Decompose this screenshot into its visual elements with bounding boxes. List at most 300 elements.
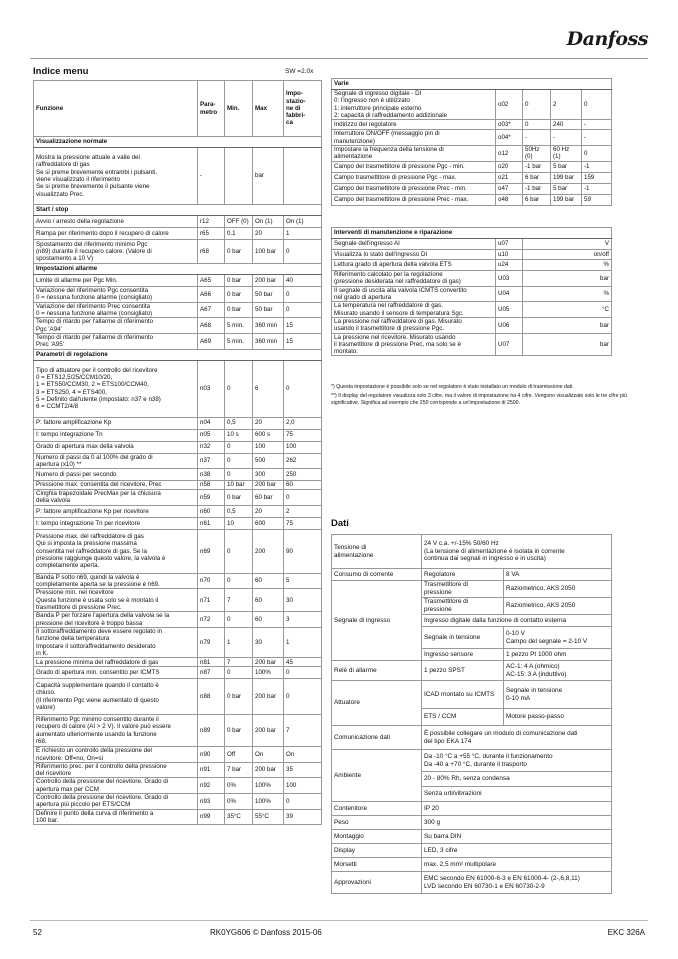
min-cell: 0 bar xyxy=(225,287,253,303)
table-row xyxy=(34,469,322,481)
default-cell: 15 xyxy=(284,333,322,349)
menu-title: Indice menu xyxy=(33,66,89,77)
default-cell: 0 xyxy=(582,145,612,161)
min-cell: 5 min. xyxy=(225,333,253,349)
unit-cell: V xyxy=(523,239,612,250)
table-row xyxy=(332,183,612,194)
max-cell: 100% xyxy=(253,794,284,810)
function-cell: Campo del trasmettitore di pressione Prec - min. xyxy=(332,183,496,194)
table-row xyxy=(34,481,322,490)
dati-value-digitale: Ingresso digitale dalla funzione di contatto esterna xyxy=(422,615,612,627)
param-cell: n32 xyxy=(198,441,225,453)
group-title: Varie xyxy=(332,79,612,90)
function-cell: I: tempo integrazione Tn xyxy=(34,429,198,441)
default-cell: 7 xyxy=(284,715,322,747)
default-cell: 39 xyxy=(284,809,322,825)
max-cell: 55°C xyxy=(253,809,284,825)
dati-label-display: Display xyxy=(332,844,422,858)
param-cell: n81 xyxy=(198,658,225,667)
footer-divider xyxy=(30,920,648,921)
unit-cell: °C xyxy=(523,302,612,318)
function-cell: Segnale di ingresso digitale - DI 0: l'ingresso non è utilizzato 1: interruttore principale esterno 2: capacità di raffreddamento addizionale xyxy=(332,90,496,120)
min-cell: 10 bar xyxy=(225,481,253,490)
min-cell: 6 bar xyxy=(523,194,551,205)
product-name: EKC 326A xyxy=(607,928,645,937)
function-cell: È richiesto un controllo della pressione del ricevitore: Off=no, On=sì xyxy=(34,747,198,763)
min-cell: 0 xyxy=(225,667,253,679)
default-cell: 0 xyxy=(284,490,322,506)
default-cell: 60 xyxy=(284,481,322,490)
default-cell: 90 xyxy=(284,529,322,573)
min-cell xyxy=(225,148,253,205)
min-cell: 0 xyxy=(225,441,253,453)
default-cell: 0 xyxy=(284,794,322,810)
table-row xyxy=(34,809,322,825)
menu-table xyxy=(33,80,322,825)
table-row xyxy=(34,417,322,429)
max-cell: 60 xyxy=(253,573,284,589)
param-cell: o47 xyxy=(496,183,523,194)
function-cell: Indirizzo del regolatore xyxy=(332,120,496,130)
dati-item-tensione: Segnale in tensione xyxy=(422,627,504,649)
default-cell: 0 xyxy=(284,287,322,303)
function-cell: Avvio / arresto della regolazione xyxy=(34,216,198,228)
dati-value-tx1: Raziometrico, AKS 2050 xyxy=(504,581,612,598)
param-cell: n71 xyxy=(198,589,225,612)
service-table xyxy=(331,227,612,356)
function-cell: Impostare la frequenza della tensione di alimentazione xyxy=(332,145,496,161)
table-row xyxy=(34,778,322,794)
param-cell: U05 xyxy=(496,302,523,318)
param-cell: n38 xyxy=(198,469,225,481)
min-cell: 0 bar xyxy=(225,275,253,287)
dati-title: Dati xyxy=(331,518,349,529)
min-cell: 35°C xyxy=(225,809,253,825)
group-title: Impostazioni allarme xyxy=(34,264,322,275)
varie-table xyxy=(331,78,612,206)
function-cell: Banda P sotto n69, quindi la valvola è completamente aperta se la pressione è n69. xyxy=(34,573,198,589)
default-cell: 0 xyxy=(582,90,612,120)
min-cell: - xyxy=(523,130,551,146)
param-cell: - xyxy=(198,148,225,205)
function-cell: Tempo di ritardo per l'allarme di riferimento Pgc 'A94' xyxy=(34,318,198,334)
table-row xyxy=(34,441,322,453)
page-number: 52 xyxy=(33,928,42,937)
max-cell: 2 xyxy=(551,90,582,120)
max-cell: On xyxy=(253,747,284,763)
function-cell: La pressione nel raffreddatore di gas. Misurato usando il trasmettitore di pressione Pgc. xyxy=(332,317,496,333)
dati-value-tensione: 24 V c.a. +/-15% 50/60 Hz (La tensione di alimentazione è isolata in corrente continua dai segnali in ingresso e in uscita) xyxy=(422,535,612,569)
max-cell: 60 bar xyxy=(253,490,284,506)
min-cell: 0,5 xyxy=(225,505,253,517)
default-cell: 0 xyxy=(284,679,322,715)
max-cell: 360 min xyxy=(253,333,284,349)
default-cell: -1 xyxy=(582,183,612,194)
min-cell: 0 bar xyxy=(225,679,253,715)
max-cell: 360 min xyxy=(253,318,284,334)
dati-value-com: È possibile collegare un modulo di comunicazione dati del tipo EKA 174 xyxy=(422,726,612,750)
table-row xyxy=(34,333,322,349)
table-row xyxy=(34,302,322,318)
min-cell: 0% xyxy=(225,778,253,794)
table-row xyxy=(34,240,322,264)
param-cell: o12 xyxy=(496,145,523,161)
function-cell: Rampa per riferimento dopo il recupero di calore xyxy=(34,228,198,240)
default-cell: 159 xyxy=(582,172,612,183)
dati-item-tx1: Trasmettitore di pressione xyxy=(422,581,504,598)
menu-table-header xyxy=(34,81,322,137)
dati-label-attuatore: Attuatore xyxy=(332,681,422,726)
min-cell: 1 xyxy=(225,627,253,657)
dati-label-contenitore: Contenitore xyxy=(332,802,422,816)
table-row xyxy=(332,286,612,302)
max-cell: 300 xyxy=(253,469,284,481)
dati-label-rele: Relè di allarme xyxy=(332,661,422,681)
table-row xyxy=(34,573,322,589)
function-cell: Riferimento prec. per il controllo della pressione del ricevitore xyxy=(34,762,198,778)
dati-value-ambiente-3: Senza urti/vibrazioni xyxy=(422,787,612,802)
param-cell: n89 xyxy=(198,715,225,747)
table-row xyxy=(34,517,322,529)
param-cell: n70 xyxy=(198,573,225,589)
min-cell: -1 bar xyxy=(523,161,551,172)
default-cell: 35 xyxy=(284,762,322,778)
function-cell: Spostamento del riferimento minimo Pgc (n89) durante il recupero calore. (Valore di spostamento a 10 V) xyxy=(34,240,198,264)
function-cell: Limite di allarme per Pgc Min. xyxy=(34,275,198,287)
param-cell: o03* xyxy=(496,120,523,130)
function-cell: Variazione del riferimento Pgc consentita 0 = nessuna funzione allarme (consigliato) xyxy=(34,287,198,303)
param-cell: n88 xyxy=(198,679,225,715)
min-cell: OFF (0) xyxy=(225,216,253,228)
default-cell: 100 xyxy=(284,778,322,794)
default-cell xyxy=(284,148,322,205)
table-row xyxy=(332,250,612,260)
function-cell: La pressione nel ricevitore. Misurato usando il trasmettitore di pressione Prec, ma solo se è montato. xyxy=(332,333,496,356)
dati-value-montaggio: Su barra DIN xyxy=(422,830,612,844)
unit-cell: bar xyxy=(523,317,612,333)
default-cell: 0 xyxy=(284,302,322,318)
default-cell: 3 xyxy=(284,612,322,628)
function-cell: Pressione max. consentita del ricevitore, Prec xyxy=(34,481,198,490)
max-cell: 200 bar xyxy=(253,679,284,715)
table-row xyxy=(332,90,612,120)
unit-cell: bar xyxy=(523,333,612,356)
param-cell: n37 xyxy=(198,453,225,469)
default-cell: 75 xyxy=(284,429,322,441)
function-cell: Definire il punto della curva di riferimento a 100 bar. xyxy=(34,809,198,825)
param-cell: A66 xyxy=(198,287,225,303)
dati-item-icad: ICAD montato su ICMTS xyxy=(422,681,504,709)
table-row xyxy=(34,667,322,679)
max-cell: 50 bar xyxy=(253,302,284,318)
default-cell: - xyxy=(582,120,612,130)
max-cell: 600 xyxy=(253,517,284,529)
function-cell: Lettura grado di apertura della valvola ETS xyxy=(332,260,496,271)
default-cell: 0 xyxy=(284,360,322,417)
min-cell: 0 xyxy=(225,469,253,481)
group-title: Start / stop xyxy=(34,205,322,216)
dati-value-consumo: 8 VA xyxy=(504,569,612,581)
unit-cell: % xyxy=(523,286,612,302)
default-cell: 1 xyxy=(284,627,322,657)
header-min: Min. xyxy=(225,81,253,137)
table-row xyxy=(34,490,322,506)
function-cell: Controllo della pressione del ricevitore. Grado di apertura max per CCM xyxy=(34,778,198,794)
default-cell: 262 xyxy=(284,453,322,469)
default-cell: 40 xyxy=(284,275,322,287)
min-cell: 10 s xyxy=(225,429,253,441)
param-cell: n72 xyxy=(198,612,225,628)
footnotes xyxy=(331,384,649,406)
table-row xyxy=(332,239,612,250)
max-cell: 100 bar xyxy=(253,240,284,264)
default-cell: 2 xyxy=(284,505,322,517)
max-cell: 200 bar xyxy=(253,762,284,778)
param-cell: r68 xyxy=(198,240,225,264)
min-cell: 0 xyxy=(225,529,253,573)
max-cell: 60 Hz (1) xyxy=(551,145,582,161)
param-cell: r12 xyxy=(198,216,225,228)
function-cell: Pressione max. del raffreddatore di gas Qui si imposta la pressione massima consentita nel raffreddatore di gas. Se la pressione raggiunge questo valore, la valvola è completamente aperta. xyxy=(34,529,198,573)
group-title: Visualizzazione normale xyxy=(34,137,322,148)
min-cell: 0 bar xyxy=(225,302,253,318)
param-cell: o48 xyxy=(496,194,523,205)
min-cell: 0 bar xyxy=(225,490,253,506)
param-cell: n92 xyxy=(198,778,225,794)
header-param: Para- metro xyxy=(198,81,225,137)
footnote-1: *) Questa impostazione è possibile solo se nel regolatore è stato installato un modulo di trasmissione dati. xyxy=(331,384,574,390)
function-cell: La pressione minima del raffreddatore di gas xyxy=(34,658,198,667)
param-cell: u07 xyxy=(496,239,523,250)
dati-label-com: Comunicazione dati xyxy=(332,726,422,750)
max-cell: 200 bar xyxy=(253,275,284,287)
min-cell: 7 xyxy=(225,658,253,667)
min-cell: 0,5 xyxy=(225,417,253,429)
group-header-row xyxy=(34,264,322,275)
max-cell: 500 xyxy=(253,453,284,469)
min-cell: 0 bar xyxy=(225,715,253,747)
table-row xyxy=(332,271,612,287)
max-cell: 5 bar xyxy=(551,183,582,194)
param-cell: n59 xyxy=(198,490,225,506)
table-row xyxy=(34,287,322,303)
min-cell: 0 xyxy=(225,573,253,589)
table-row xyxy=(332,302,612,318)
unit-cell: bar xyxy=(523,271,612,287)
dati-label-ingresso: Segnale di ingresso xyxy=(332,581,422,661)
table-row xyxy=(34,318,322,334)
function-cell: Controllo della pressione del ricevitore. Grado di apertura più piccolo per ETS/CCM xyxy=(34,794,198,810)
default-cell: 0 xyxy=(284,240,322,264)
dati-value-sensore: 1 pezzo Pt 1000 ohm xyxy=(504,649,612,661)
max-cell: bar xyxy=(253,148,284,205)
dati-label-ambiente: Ambiente xyxy=(332,750,422,802)
max-cell: 20 xyxy=(253,417,284,429)
unit-cell: on/off xyxy=(523,250,612,260)
function-cell: Campo trasmettitore di pressione Pgc - max. xyxy=(332,172,496,183)
min-cell: 0 xyxy=(225,360,253,417)
function-cell: Banda P per forzare l'apertura della valvola se la pressione del ricevitore è troppo bassa xyxy=(34,612,198,628)
dati-label-morsetti: Morsetti xyxy=(332,858,422,872)
table-row xyxy=(34,228,322,240)
function-cell: Riferimento Pgc minimo consentito durante il recupero di calore (AI > 2 V). Il valore può essere aumentato ulteriormente usando la funzione r68. xyxy=(34,715,198,747)
dati-item-sensore: Ingresso sensore xyxy=(422,649,504,661)
table-row xyxy=(34,148,322,205)
max-cell: 199 bar xyxy=(551,194,582,205)
param-cell: o02 xyxy=(496,90,523,120)
default-cell: 15 xyxy=(284,318,322,334)
function-cell: Riferimento calcolato per la regolazione (pressione desiderata nel raffreddatore di gas) xyxy=(332,271,496,287)
min-cell: 6 bar xyxy=(523,172,551,183)
dati-item-ets: ETS / CCM xyxy=(422,709,504,726)
min-cell: 5 min. xyxy=(225,318,253,334)
max-cell: 100% xyxy=(253,778,284,794)
function-cell: Campo del trasmettitore di pressione Pgc - min. xyxy=(332,161,496,172)
function-cell: Numero di passi per secondo xyxy=(34,469,198,481)
function-cell: Capacità supplementare quando il contatto è chiuso. (Il riferimento Pgc viene aumentato di questo valore) xyxy=(34,679,198,715)
param-cell: A69 xyxy=(198,333,225,349)
table-row xyxy=(34,529,322,573)
max-cell: 240 xyxy=(551,120,582,130)
default-cell: On xyxy=(284,747,322,763)
param-cell: n04 xyxy=(198,417,225,429)
default-cell: 75 xyxy=(284,517,322,529)
function-cell: Segnale dell'ingresso AI xyxy=(332,239,496,250)
min-cell: -1 bar xyxy=(523,183,551,194)
param-cell: A65 xyxy=(198,275,225,287)
default-cell: 30 xyxy=(284,589,322,612)
max-cell: 50 bar xyxy=(253,287,284,303)
table-row xyxy=(34,715,322,747)
dati-value-ambiente-2: 20 - 80% Rh, senza condensa xyxy=(422,772,612,787)
max-cell: On (1) xyxy=(253,216,284,228)
min-cell: 7 xyxy=(225,589,253,612)
default-cell: 2,0 xyxy=(284,417,322,429)
param-cell: n90 xyxy=(198,747,225,763)
function-cell: P: fattore amplificazione Kp xyxy=(34,417,198,429)
param-cell: o20 xyxy=(496,161,523,172)
default-cell: 59 xyxy=(582,194,612,205)
sw-version: SW =2.0x xyxy=(285,68,314,75)
min-cell: 0 xyxy=(225,612,253,628)
header-factory: Impo- stazio- ne di fabbri- ca xyxy=(284,81,322,137)
min-cell: Off xyxy=(225,747,253,763)
max-cell: 100 xyxy=(253,441,284,453)
default-cell: -1 xyxy=(582,161,612,172)
max-cell: 5 bar xyxy=(551,161,582,172)
max-cell: 600 s xyxy=(253,429,284,441)
dati-value-contenitore: IP 20 xyxy=(422,802,612,816)
table-row xyxy=(34,794,322,810)
min-cell: 0 xyxy=(523,90,551,120)
function-cell: Tipo di attuatore per il controllo del ricevitore 0 = ETS12,5/25/CCM10/20, 1 = ETS50/CCM30, 2 = ETS100/CCM40, 3 = ETS250, 4 = ETS400, 5 = Definito dall'utente (impostato: n37 e n38) 6 = CCMT2/4/8 xyxy=(34,360,198,417)
param-cell: n69 xyxy=(198,529,225,573)
param-cell: U07 xyxy=(496,333,523,356)
max-cell: 200 xyxy=(253,529,284,573)
max-cell: 200 bar xyxy=(253,658,284,667)
function-cell: Tempo di ritardo per l'allarme di riferimento Prec 'A95' xyxy=(34,333,198,349)
param-cell: r65 xyxy=(198,228,225,240)
max-cell: 60 xyxy=(253,589,284,612)
group-header-row xyxy=(332,79,612,90)
dati-value-ets: Motore passo-passo xyxy=(504,709,612,726)
max-cell: 20 xyxy=(253,505,284,517)
dati-item-rele: 1 pezzo SPST xyxy=(422,661,504,681)
table-row xyxy=(34,453,322,469)
function-cell: Variazione del riferimento Prec consentita 0 = nessuna funzione allarme (consigliato) xyxy=(34,302,198,318)
table-row xyxy=(34,360,322,417)
table-row xyxy=(34,429,322,441)
doc-code: RK0YG606 © Danfoss 2015-06 xyxy=(210,928,322,937)
dati-table xyxy=(331,534,612,894)
table-row xyxy=(34,275,322,287)
header-function: Funzione xyxy=(34,81,198,137)
footnote-2: **) Il display del regolatore visualizza solo 3 cifre, ma il valore di impostazione ha 4 cifre. Vengono visualizzate solo le tre cifre più significative. Significa ad esempio che 250 corrisponde a un'impostazione di 2500. xyxy=(331,392,627,406)
group-header-row xyxy=(34,205,322,216)
table-row xyxy=(332,333,612,356)
min-cell: 0 bar xyxy=(225,240,253,264)
table-row xyxy=(34,589,322,612)
table-row xyxy=(34,747,322,763)
param-cell: n99 xyxy=(198,809,225,825)
table-row xyxy=(332,161,612,172)
param-cell: n61 xyxy=(198,517,225,529)
function-cell: Grado di apertura max della valvola xyxy=(34,441,198,453)
table-row xyxy=(332,317,612,333)
group-header-row xyxy=(34,137,322,148)
table-row xyxy=(332,130,612,146)
param-cell: n91 xyxy=(198,762,225,778)
max-cell: 60 xyxy=(253,612,284,628)
group-header-row xyxy=(34,349,322,360)
dati-item-consumo: Regolatore xyxy=(422,569,504,581)
table-row xyxy=(34,612,322,628)
dati-label-tensione: Tensione di alimentazione xyxy=(332,535,422,569)
dati-value-peso: 300 g xyxy=(422,816,612,830)
group-title: Interventi di manutenzione e riparazione xyxy=(332,228,612,239)
table-row xyxy=(332,172,612,183)
min-cell: 0% xyxy=(225,794,253,810)
table-row xyxy=(34,505,322,517)
function-cell: Mostra la pressione attuale a valle del raffreddatore di gas Se si preme brevemente entrambi i pulsanti, viene visualizzato il riferimento Se si preme brevemente il pulsante viene visualizzato Prec. xyxy=(34,148,198,205)
param-cell: n93 xyxy=(198,794,225,810)
function-cell: Pressione min. nel ricevitore Questa funzione è usata solo se è montato il trasmettitore di pressione Prec. xyxy=(34,589,198,612)
param-cell: n79 xyxy=(198,627,225,657)
function-cell: Cinghia trapezoidale PrecMax per la chiusura della valvola xyxy=(34,490,198,506)
unit-cell: % xyxy=(523,260,612,271)
param-cell: u24 xyxy=(496,260,523,271)
max-cell: 6 xyxy=(253,360,284,417)
function-cell: Grado di apertura min. consentito per ICMTS xyxy=(34,667,198,679)
function-cell: Campo del trasmettitore di pressione Prec - max. xyxy=(332,194,496,205)
param-cell: n03 xyxy=(198,360,225,417)
table-row xyxy=(34,216,322,228)
default-cell: 5 xyxy=(284,573,322,589)
dati-label-approvazioni: Approvazioni xyxy=(332,872,422,894)
default-cell: 100 xyxy=(284,441,322,453)
max-cell: 199 bar xyxy=(551,172,582,183)
function-cell: Interruttore ON/OFF (messaggio pin di manutenzione) xyxy=(332,130,496,146)
param-cell: U04 xyxy=(496,286,523,302)
min-cell: 0 xyxy=(225,453,253,469)
dati-value-display: LED, 3 cifre xyxy=(422,844,612,858)
dati-value-tx2: Raziometrico, AKS 2050 xyxy=(504,598,612,615)
max-cell: - xyxy=(551,130,582,146)
param-cell: A67 xyxy=(198,302,225,318)
min-cell: 10 xyxy=(225,517,253,529)
dati-label-consumo: Consumo di corrente xyxy=(332,569,422,581)
min-cell: 0.1 xyxy=(225,228,253,240)
